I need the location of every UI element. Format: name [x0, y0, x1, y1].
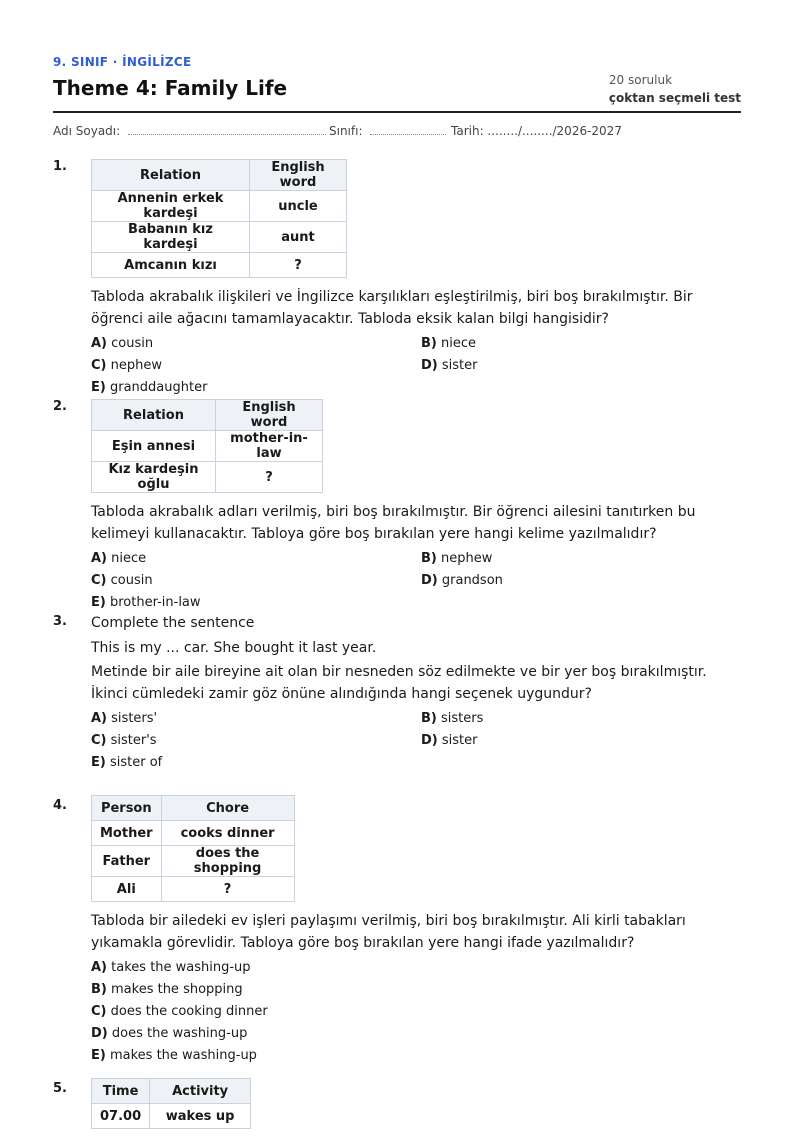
- class-label: Sınıfı:: [329, 124, 363, 138]
- table-header: English word: [216, 400, 323, 431]
- option-b[interactable]: B) niece: [421, 336, 476, 351]
- question-number: 5.: [53, 1081, 67, 1096]
- test-meta: [609, 71, 741, 107]
- table-header: Time: [92, 1079, 150, 1104]
- question-sentence: This is my ... car. She bought it last year.: [91, 640, 377, 656]
- question-1: [53, 159, 741, 399]
- question-3: [53, 611, 741, 774]
- option-c[interactable]: C) sister's: [91, 733, 157, 748]
- option-c[interactable]: C) nephew: [91, 358, 162, 373]
- question-text: Metinde bir aile bireyine ait olan bir nesneden söz edilmekte ve bir yer boş bırakılmıştır. İkinci cümledeki zamir göz önüne alındığında hangi seçenek uygundur?: [91, 664, 707, 702]
- option-b[interactable]: B) sisters: [421, 711, 484, 726]
- option-c[interactable]: C) does the cooking dinner: [91, 1004, 268, 1019]
- answer-options: [91, 333, 741, 399]
- table-cell: ?: [250, 253, 347, 278]
- option-a[interactable]: A) takes the washing-up: [91, 960, 251, 975]
- grade-subject-label: 9. SINIF · İNGİLİZCE: [53, 55, 192, 69]
- table-header: Relation: [92, 160, 250, 191]
- option-e[interactable]: E) brother-in-law: [91, 595, 201, 610]
- option-a[interactable]: A) niece: [91, 551, 147, 566]
- name-label: Adı Soyadı:: [53, 124, 121, 138]
- name-field[interactable]: [53, 124, 326, 138]
- table-cell: Father: [92, 846, 162, 877]
- question-2: [53, 399, 741, 614]
- table-cell: ?: [161, 877, 294, 902]
- question-5: [53, 1078, 741, 1137]
- table-cell: Mother: [92, 821, 162, 846]
- table-cell: Ali: [92, 877, 162, 902]
- table-header: Chore: [161, 796, 294, 821]
- table-cell: uncle: [250, 191, 347, 222]
- table-cell: Eşin annesi: [92, 431, 216, 462]
- table-cell: Babanın kız kardeşi: [92, 222, 250, 253]
- question-text: Tabloda akrabalık adları verilmiş, biri boş bırakılmıştır. Bir öğrenci ailesini tanıtırken bu kelimeyi kullanacaktır. Tabloya göre boş bırakılan yere hangi kelime yazılmalıdır?: [91, 504, 696, 542]
- page-title: Theme 4: Family Life: [53, 76, 288, 100]
- table-cell: Amcanın kızı: [92, 253, 250, 278]
- question-number: 2.: [53, 399, 67, 414]
- table-cell: ?: [216, 462, 323, 493]
- question-number: 4.: [53, 798, 67, 813]
- question-number: 3.: [53, 614, 67, 629]
- table-header: Relation: [92, 400, 216, 431]
- option-e[interactable]: E) granddaughter: [91, 380, 208, 395]
- option-a[interactable]: A) cousin: [91, 336, 154, 351]
- table-header: Activity: [150, 1079, 251, 1104]
- relation-table: [91, 399, 323, 493]
- answer-options: [91, 548, 741, 614]
- option-b[interactable]: B) nephew: [421, 551, 493, 566]
- relation-table: [91, 159, 347, 278]
- table-cell: aunt: [250, 222, 347, 253]
- option-d[interactable]: D) sister: [421, 358, 478, 373]
- question-text: Tabloda bir ailedeki ev işleri paylaşımı verilmiş, biri boş bırakılmıştır. Ali kirli tabakları yıkamakla görevlidir. Tabloya göre boş bırakılan yere hangi ifade yazılmalıdır?: [91, 913, 686, 951]
- test-type: çoktan seçmeli test: [608, 91, 741, 105]
- class-blank: [370, 124, 446, 135]
- table-header: Person: [92, 796, 162, 821]
- option-c[interactable]: C) cousin: [91, 573, 153, 588]
- answer-options: [91, 708, 741, 774]
- option-b[interactable]: B) makes the shopping: [91, 982, 243, 997]
- table-cell: mother-in-law: [216, 431, 323, 462]
- option-e[interactable]: E) makes the washing-up: [91, 1048, 257, 1063]
- table-cell: Kız kardeşin oğlu: [92, 462, 216, 493]
- table-cell: Annenin erkek kardeşi: [92, 191, 250, 222]
- option-d[interactable]: D) sister: [421, 733, 478, 748]
- table-cell: wakes up: [150, 1104, 251, 1129]
- chores-table: [91, 795, 295, 902]
- header-divider: [53, 111, 741, 113]
- table-cell: does the shopping: [161, 846, 294, 877]
- question-text: Tabloda akrabalık ilişkileri ve İngilizce karşılıkları eşleştirilmiş, biri boş bırakılmıştır. Bir öğrenci aile ağacını tamamlayacaktır. Tabloda eksik kalan bilgi hangisidir?: [91, 289, 693, 327]
- option-e[interactable]: E) sister of: [91, 755, 163, 770]
- class-field[interactable]: [329, 124, 446, 138]
- table-header: English word: [250, 160, 347, 191]
- option-d[interactable]: D) does the washing-up: [91, 1026, 248, 1041]
- answer-options: [91, 957, 741, 1067]
- table-cell: 07.00: [92, 1104, 150, 1129]
- question-instruction: Complete the sentence: [91, 615, 255, 631]
- date-field[interactable]: Tarih: ......../......../2026-2027: [451, 124, 622, 138]
- question-4: [53, 795, 741, 1067]
- table-cell: cooks dinner: [161, 821, 294, 846]
- question-count: 20 soruluk: [608, 73, 673, 87]
- question-number: 1.: [53, 159, 67, 174]
- option-d[interactable]: D) grandson: [421, 573, 503, 588]
- schedule-table: [91, 1078, 251, 1129]
- option-a[interactable]: A) sisters': [91, 711, 158, 726]
- name-blank: [128, 124, 326, 135]
